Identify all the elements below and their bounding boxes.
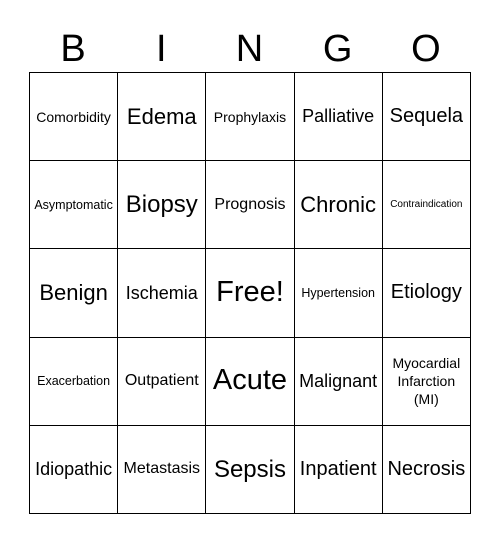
bingo-cell[interactable]: Biopsy	[118, 161, 206, 249]
bingo-cell[interactable]: Metastasis	[118, 426, 206, 514]
bingo-cell[interactable]: Acute	[206, 338, 294, 426]
bingo-cell[interactable]: Myocardial Infarction (MI)	[383, 338, 471, 426]
bingo-cell[interactable]: Exacerbation	[30, 338, 118, 426]
bingo-cell[interactable]: Etiology	[383, 249, 471, 337]
header-letter-i: I	[156, 28, 167, 70]
bingo-card	[29, 72, 471, 514]
bingo-cell[interactable]: Inpatient	[295, 426, 383, 514]
bingo-cell[interactable]: Asymptomatic	[30, 161, 118, 249]
bingo-cell[interactable]: Contraindication	[383, 161, 471, 249]
bingo-cell[interactable]: Ischemia	[118, 249, 206, 337]
header-letter-g: G	[322, 28, 353, 70]
bingo-cell[interactable]: Chronic	[295, 161, 383, 249]
bingo-cell[interactable]: Benign	[30, 249, 118, 337]
bingo-cell[interactable]: Necrosis	[383, 426, 471, 514]
header-letter-n: N	[235, 28, 264, 70]
bingo-cell[interactable]: Edema	[118, 73, 206, 161]
bingo-cell[interactable]: Sequela	[383, 73, 471, 161]
header-letter-b: B	[60, 28, 86, 70]
bingo-cell[interactable]: Sepsis	[206, 426, 294, 514]
bingo-header	[29, 26, 470, 72]
bingo-free-cell[interactable]: Free!	[206, 249, 294, 337]
bingo-cell[interactable]: Comorbidity	[30, 73, 118, 161]
bingo-cell[interactable]: Prophylaxis	[206, 73, 294, 161]
bingo-cell[interactable]: Hypertension	[295, 249, 383, 337]
header-letter-o: O	[411, 28, 441, 70]
bingo-cell[interactable]: Outpatient	[118, 338, 206, 426]
bingo-cell[interactable]: Prognosis	[206, 161, 294, 249]
bingo-cell[interactable]: Palliative	[295, 73, 383, 161]
bingo-cell[interactable]: Idiopathic	[30, 426, 118, 514]
bingo-cell[interactable]: Malignant	[295, 338, 383, 426]
